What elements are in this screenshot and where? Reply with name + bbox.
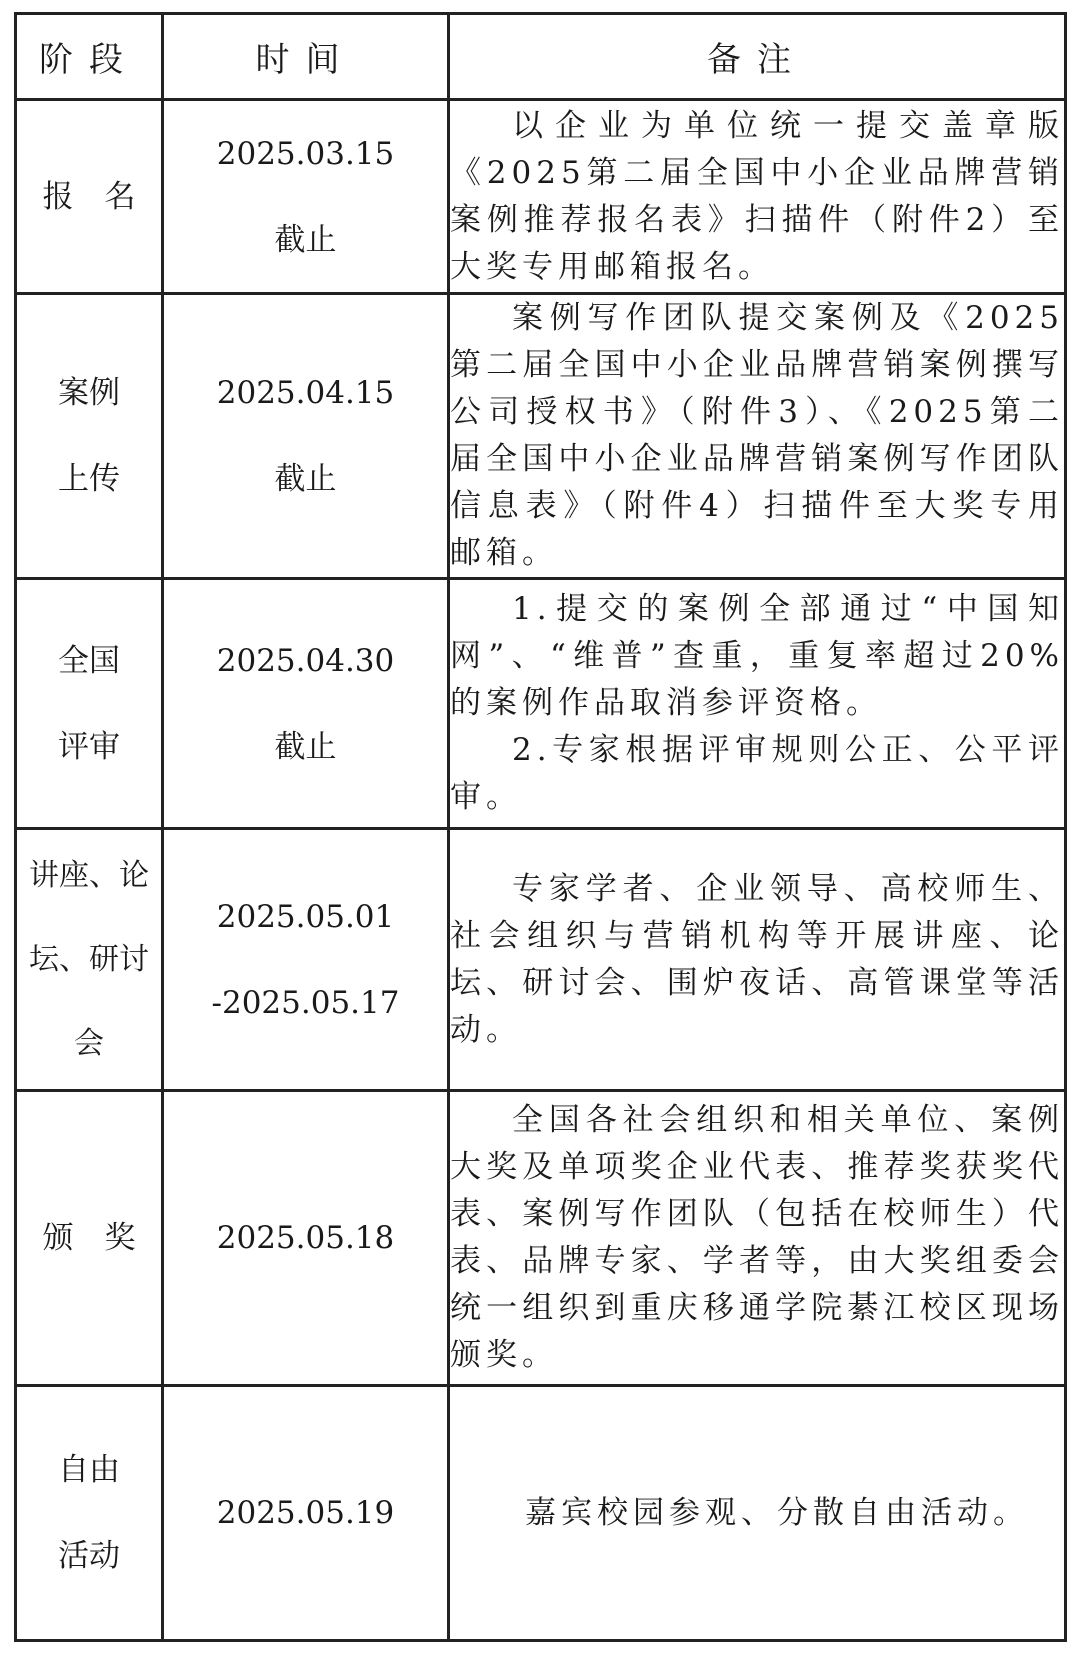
stage-label: 自由 (58, 1452, 120, 1488)
stage-label: 颁 奖 (42, 1220, 136, 1256)
stage-cell (16, 579, 163, 829)
note-cell (449, 1091, 1066, 1386)
table-row (16, 100, 1066, 294)
time-suffix: 截止 (274, 221, 337, 258)
note-cell (449, 829, 1066, 1091)
note-paragraph: 2.专家根据评审规则公正、公平评审。 (450, 732, 1064, 815)
stage-label: 案例 (58, 375, 120, 411)
stage-label: 上传 (58, 461, 120, 497)
time-date: 2025.04.30 (216, 642, 395, 679)
note-paragraph: 专家学者、企业领导、高校师生、社会组织与营销机构等开展讲座、论坛、研讨会、围炉夜话、高管课堂等活动。 (450, 870, 1064, 1048)
note-cell (449, 100, 1066, 294)
note-paragraph: 案例写作团队提交案例及《2025第二届全国中小企业品牌营销案例撰写公司授权书》（附件3）、《2025第二届全国中小企业品牌营销案例写作团队信息表》（附件4）扫描件至大奖专用邮箱。 (450, 300, 1064, 571)
stage-cell (16, 100, 163, 294)
time-cell (163, 579, 449, 829)
table-row (16, 579, 1066, 829)
schedule-table (14, 12, 1067, 1642)
header-stage: 阶段 (16, 14, 163, 100)
time-cell (163, 100, 449, 294)
header-row (16, 14, 1066, 100)
stage-cell (16, 829, 163, 1091)
stage-label: 评审 (58, 728, 120, 765)
stage-cell (16, 1386, 163, 1641)
stage-cell (16, 1091, 163, 1386)
stage-cell (16, 294, 163, 579)
time-suffix: 截止 (274, 728, 337, 765)
time-date: 2025.05.18 (216, 1220, 395, 1256)
header-time: 时间 (163, 14, 449, 100)
stage-label: 全国 (58, 642, 120, 679)
note-paragraph: 1.提交的案例全部通过“中国知网”、“维普”查重，重复率超过20%的案例作品取消参评资格。 (450, 591, 1064, 721)
time-cell (163, 829, 449, 1091)
header-note: 备注 (449, 14, 1066, 100)
stage-label: 活动 (58, 1538, 120, 1574)
stage-label: 讲座、论 (29, 857, 149, 893)
table-row (16, 1091, 1066, 1386)
note-cell (449, 1386, 1066, 1641)
table-row (16, 829, 1066, 1091)
time-cell (163, 1386, 449, 1641)
note-cell (449, 294, 1066, 579)
note-cell (449, 579, 1066, 829)
note-paragraph: 以企业为单位统一提交盖章版《2025第二届全国中小企业品牌营销案例推荐报名表》扫描件（附件2）至大奖专用邮箱报名。 (450, 107, 1064, 285)
time-date: 2025.05.19 (216, 1495, 395, 1531)
time-date: 2025.03.15 (216, 135, 395, 172)
stage-label: 会 (74, 1025, 104, 1061)
time-date: 2025.05.01 (216, 898, 395, 935)
time-date-end: -2025.05.17 (211, 984, 400, 1021)
note-paragraph: 全国各社会组织和相关单位、案例大奖及单项奖企业代表、推荐奖获奖代表、案例写作团队（包括在校师生）代表、品牌专家、学者等，由大奖组委会统一组织到重庆移通学院綦江校区现场颁奖。 (450, 1102, 1064, 1373)
time-cell (163, 1091, 449, 1386)
stage-label: 坛、研讨 (29, 941, 149, 977)
table-row (16, 294, 1066, 579)
time-cell (163, 294, 449, 579)
stage-label: 报 名 (42, 178, 136, 215)
time-suffix: 截止 (274, 461, 337, 497)
note-paragraph: 嘉宾校园参观、分散自由活动。 (525, 1494, 1029, 1531)
time-date: 2025.04.15 (216, 375, 395, 411)
table-row (16, 1386, 1066, 1641)
